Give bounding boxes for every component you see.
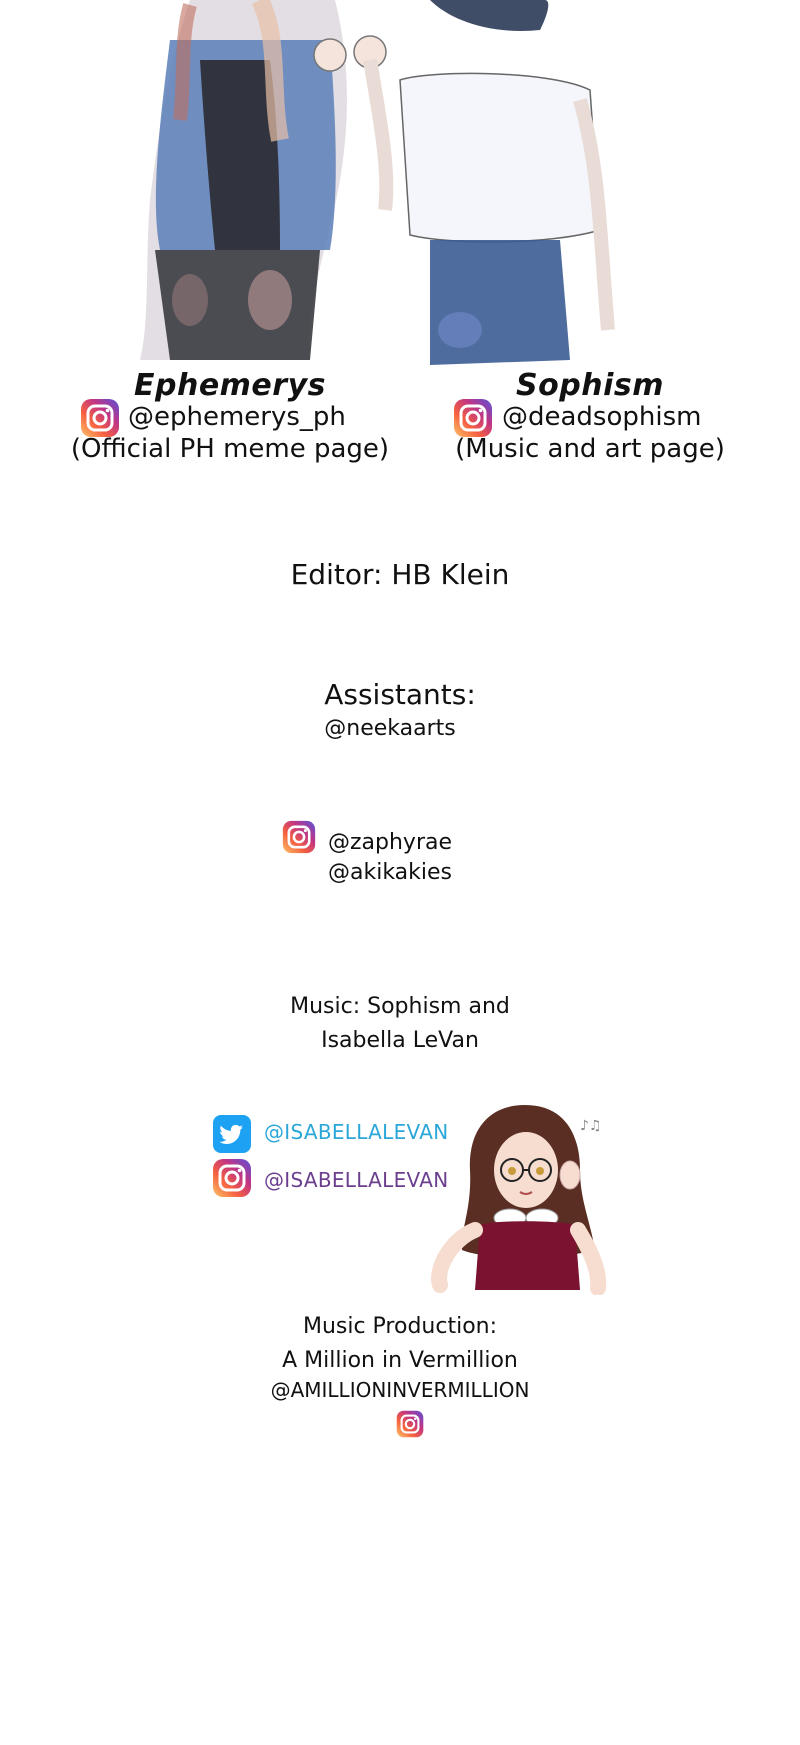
- instagram-icon[interactable]: [396, 1410, 424, 1438]
- assistant-handle[interactable]: @zaphyrae: [327, 830, 453, 855]
- instagram-icon[interactable]: [80, 398, 120, 438]
- music-credit-line2: Isabella LeVan: [321, 1028, 479, 1053]
- production-handle[interactable]: @AMILLIONINVERMILLION: [270, 1378, 530, 1402]
- production-name: A Million in Vermillion: [282, 1348, 518, 1373]
- instagram-icon[interactable]: [212, 1158, 252, 1198]
- assistants-title: Assistants:: [324, 678, 476, 711]
- editor-credit: Editor: HB Klein: [290, 558, 510, 591]
- twitter-icon[interactable]: [213, 1115, 251, 1153]
- instagram-handle[interactable]: @ISABELLALEVAN: [264, 1168, 449, 1192]
- twitter-handle[interactable]: @ISABELLALEVAN: [264, 1120, 449, 1144]
- assistant-handle[interactable]: @neekaarts: [324, 716, 456, 741]
- isabella-portrait: [430, 1100, 620, 1295]
- ephemerys-description: (Official PH meme page): [70, 434, 390, 464]
- ephemerys-name: Ephemerys: [134, 368, 326, 403]
- music-credit-line1: Music: Sophism and: [290, 994, 510, 1019]
- instagram-icon[interactable]: [453, 398, 493, 438]
- sophism-handle[interactable]: @deadsophism: [502, 402, 702, 432]
- sophism-name: Sophism: [516, 368, 664, 403]
- right-character: [370, 0, 608, 365]
- sophism-description: (Music and art page): [455, 434, 725, 464]
- ephemerys-handle[interactable]: @ephemerys_ph: [128, 402, 346, 432]
- assistant-handle[interactable]: @akikakies: [327, 860, 453, 885]
- svg-text:♪♫: ♪♫: [580, 1118, 602, 1134]
- production-title: Music Production:: [302, 1314, 498, 1339]
- character-illustration: [130, 0, 690, 385]
